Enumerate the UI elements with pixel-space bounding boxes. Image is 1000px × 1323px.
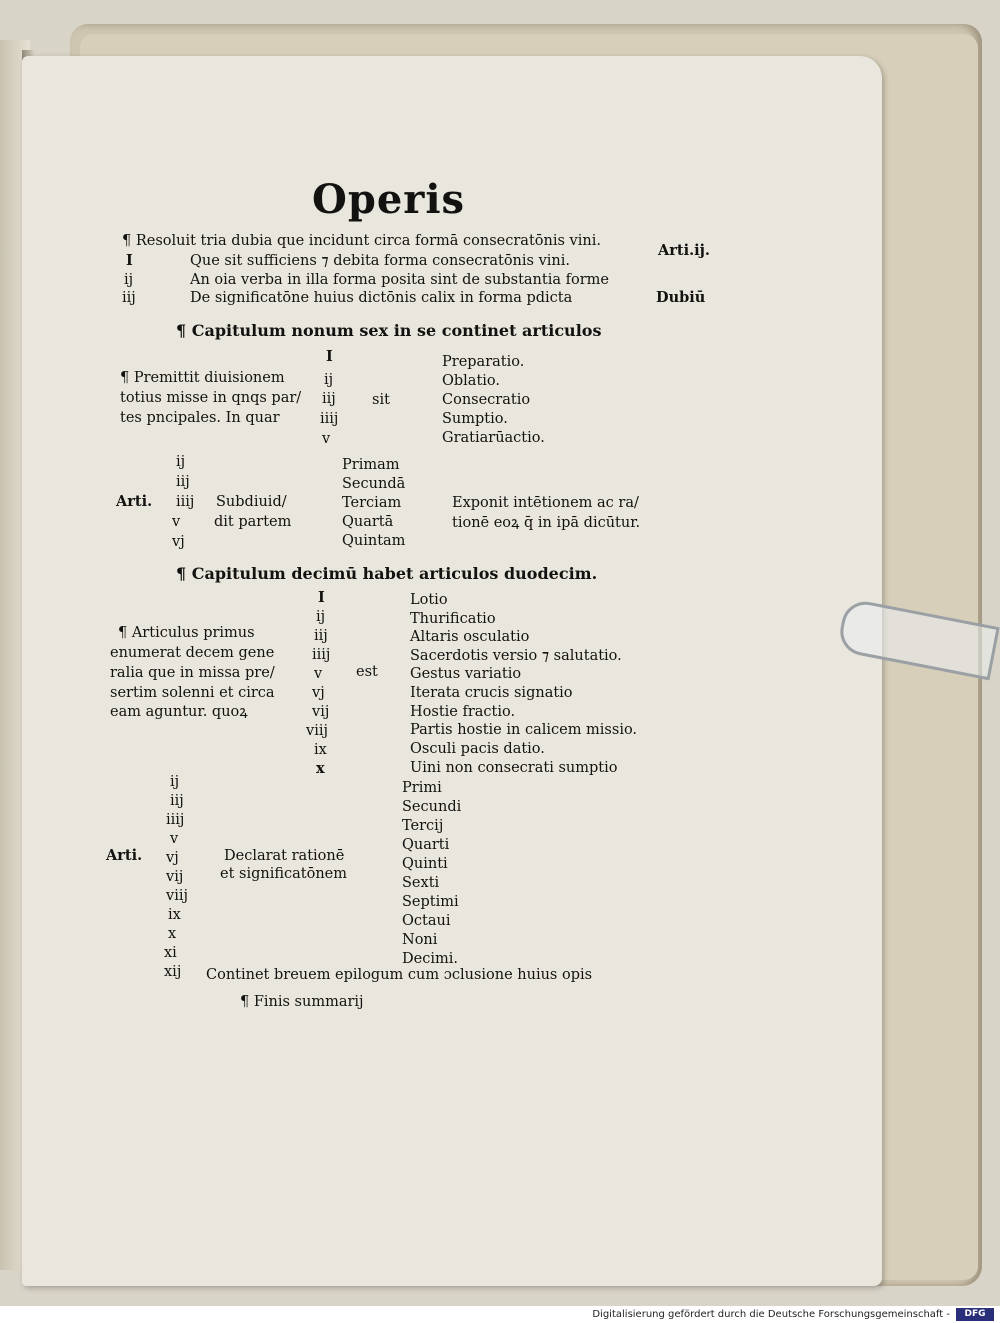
cap10-intro-3: ralia que in missa pre/ — [110, 665, 275, 681]
cap9-subdiuid-2: dit partem — [214, 514, 292, 530]
cap10-numeral-9: ix — [314, 742, 327, 758]
cap9-ordinal-4: Quartā — [342, 514, 394, 530]
cap10-item-8: Partis hostie in calicem missio. — [410, 722, 638, 738]
cap10-intro-4: sertim solenni et circa — [110, 685, 275, 701]
cap10-sub-numeral-2: iij — [170, 793, 184, 809]
cap10-sub-numeral-4: v — [170, 831, 179, 847]
cap10-item-5: Gestus variatio — [410, 666, 522, 682]
footer-credit: Digitalisierung gefördert durch die Deutsche Forschungsgemeinschaft - — [592, 1309, 950, 1320]
cap10-item-4: Sacerdotis versio ⁊ salutatio. — [410, 648, 622, 664]
cap10-ordinal-7: Septimi — [402, 894, 459, 910]
cap9-sub-numeral-3: iiij — [176, 494, 195, 510]
top-line-1: ¶ Resoluit tria dubia que incidunt circa formā consecratōnis vini. — [122, 233, 601, 249]
cap10-declarat-1: Declarat rationē — [224, 848, 345, 864]
top-numeral-2: ij — [124, 272, 134, 288]
cap10-sub-numeral-1: ij — [170, 774, 180, 790]
cap10-item-1: Lotio — [410, 592, 448, 608]
cap9-arti: Arti. — [116, 493, 153, 510]
cap10-numeral-4: iiij — [312, 647, 331, 663]
cap9-exponit-2: tionē eoꝝ q̄ in ipā dicūtur. — [452, 515, 641, 531]
cap9-intro-1: ¶ Premittit diuisionem — [120, 370, 285, 386]
cap10-numeral-3: iij — [314, 628, 328, 644]
cap9-sub-numeral-1: ij — [176, 454, 186, 470]
cap10-item-2: Thurificatio — [410, 611, 496, 627]
cap9-ordinal-3: Terciam — [342, 495, 402, 511]
cap10-item-10: Uini non consecrati sumptio — [410, 760, 618, 776]
top-numeral-1: I — [126, 252, 133, 269]
cap9-heading: ¶ Capitulum nonum sex in se continet articulos — [176, 321, 602, 340]
cap10-item-6: Iterata crucis signatio — [410, 685, 573, 701]
cap10-numeral-10: x — [316, 760, 325, 777]
margin-note-dubium: Dubiū — [656, 289, 706, 306]
cap9-part-4: Sumptio. — [442, 411, 508, 427]
cap9-numeral-3: iij — [322, 391, 336, 407]
dfg-logo: DFG — [956, 1308, 994, 1321]
cap9-numeral-1: I — [326, 348, 333, 365]
cap9-sub-numeral-5: vj — [172, 534, 185, 550]
cap9-part-2: Oblatio. — [442, 373, 500, 389]
cap10-intro-5: eam aguntur. quoꝝ — [110, 704, 248, 720]
cap10-intro-1: ¶ Articulus primus — [118, 625, 255, 641]
cap10-sub-numeral-9: x — [168, 926, 177, 942]
cap10-sub-numeral-8: ix — [168, 907, 181, 923]
footer-bar — [0, 1306, 1000, 1323]
cap10-ordinal-1: Primi — [402, 780, 442, 796]
cap9-sub-numeral-2: iij — [176, 474, 190, 490]
top-line-2: Que sit sufficiens ⁊ debita forma consecratōnis vini. — [190, 253, 570, 269]
cap9-part-3: Consecratio — [442, 392, 531, 408]
cap10-numeral-1: I — [318, 589, 325, 606]
page-title: Operis — [312, 176, 466, 223]
cap10-heading: ¶ Capitulum decimū habet articulos duodecim. — [176, 564, 598, 583]
cap9-ordinal-2: Secundā — [342, 476, 406, 492]
cap10-verb: est — [356, 664, 378, 680]
cap9-ordinal-5: Quintam — [342, 533, 406, 549]
cap10-item-7: Hostie fractio. — [410, 704, 516, 720]
cap10-ordinal-4: Quarti — [402, 837, 450, 853]
cap9-verb: sit — [372, 392, 390, 408]
cap10-item-3: Altaris osculatio — [410, 629, 530, 645]
cap10-arti: Arti. — [106, 847, 143, 864]
cap10-sub-numeral-11: xij — [164, 964, 182, 980]
cap9-part-1: Preparatio. — [442, 354, 525, 370]
cap9-intro-2: totius misse in qnqs par/ — [120, 390, 302, 406]
cap10-last-line: Continet breuem epilogum cum ɔclusione huius opis — [206, 967, 593, 983]
cap10-numeral-2: ij — [316, 609, 326, 625]
cap10-sub-numeral-7: viij — [166, 888, 188, 904]
cap10-ordinal-6: Sexti — [402, 875, 440, 891]
cap10-numeral-7: vij — [312, 704, 330, 720]
cap9-part-5: Gratiarūactio. — [442, 430, 545, 446]
top-line-3: An oia verba in illa forma posita sint de substantia forme — [190, 272, 609, 288]
cap10-item-9: Osculi pacis datio. — [410, 741, 545, 757]
cap10-numeral-5: v — [314, 666, 323, 682]
cap10-declarat-2: et significatōnem — [220, 866, 348, 882]
cap10-ordinal-3: Tercij — [402, 818, 444, 834]
cap10-ordinal-2: Secundi — [402, 799, 462, 815]
top-line-4: De significatōne huius dictōnis calix in forma pdicta — [190, 290, 573, 306]
top-numeral-3: iij — [122, 290, 136, 306]
cap10-sub-numeral-5: vj — [166, 850, 179, 866]
cap9-ordinal-1: Primam — [342, 457, 400, 473]
cap10-numeral-8: viij — [306, 723, 328, 739]
cap10-sub-numeral-6: vij — [166, 869, 184, 885]
cap9-numeral-2: ij — [324, 372, 334, 388]
margin-note-arti: Arti.ij. — [658, 242, 710, 259]
cap10-ordinal-5: Quinti — [402, 856, 448, 872]
cap10-ordinal-9: Noni — [402, 932, 438, 948]
cap9-numeral-4: iiij — [320, 411, 339, 427]
cap10-sub-numeral-3: iiij — [166, 812, 185, 828]
cap9-subdiuid-1: Subdiuid/ — [216, 494, 287, 510]
cap10-sub-numeral-10: xi — [164, 945, 177, 961]
cap10-numeral-6: vj — [312, 685, 325, 701]
cap10-intro-2: enumerat decem gene — [110, 645, 275, 661]
cap9-exponit-1: Exponit intētionem ac ra/ — [452, 495, 639, 511]
cap9-numeral-5: v — [322, 431, 331, 447]
cap9-sub-numeral-4: v — [172, 514, 181, 530]
cap9-intro-3: tes pncipales. In quar — [120, 410, 280, 426]
cap10-ordinal-8: Octaui — [402, 913, 451, 929]
finis-line: ¶ Finis summarij — [240, 994, 364, 1010]
cap10-ordinal-10: Decimi. — [402, 951, 458, 967]
